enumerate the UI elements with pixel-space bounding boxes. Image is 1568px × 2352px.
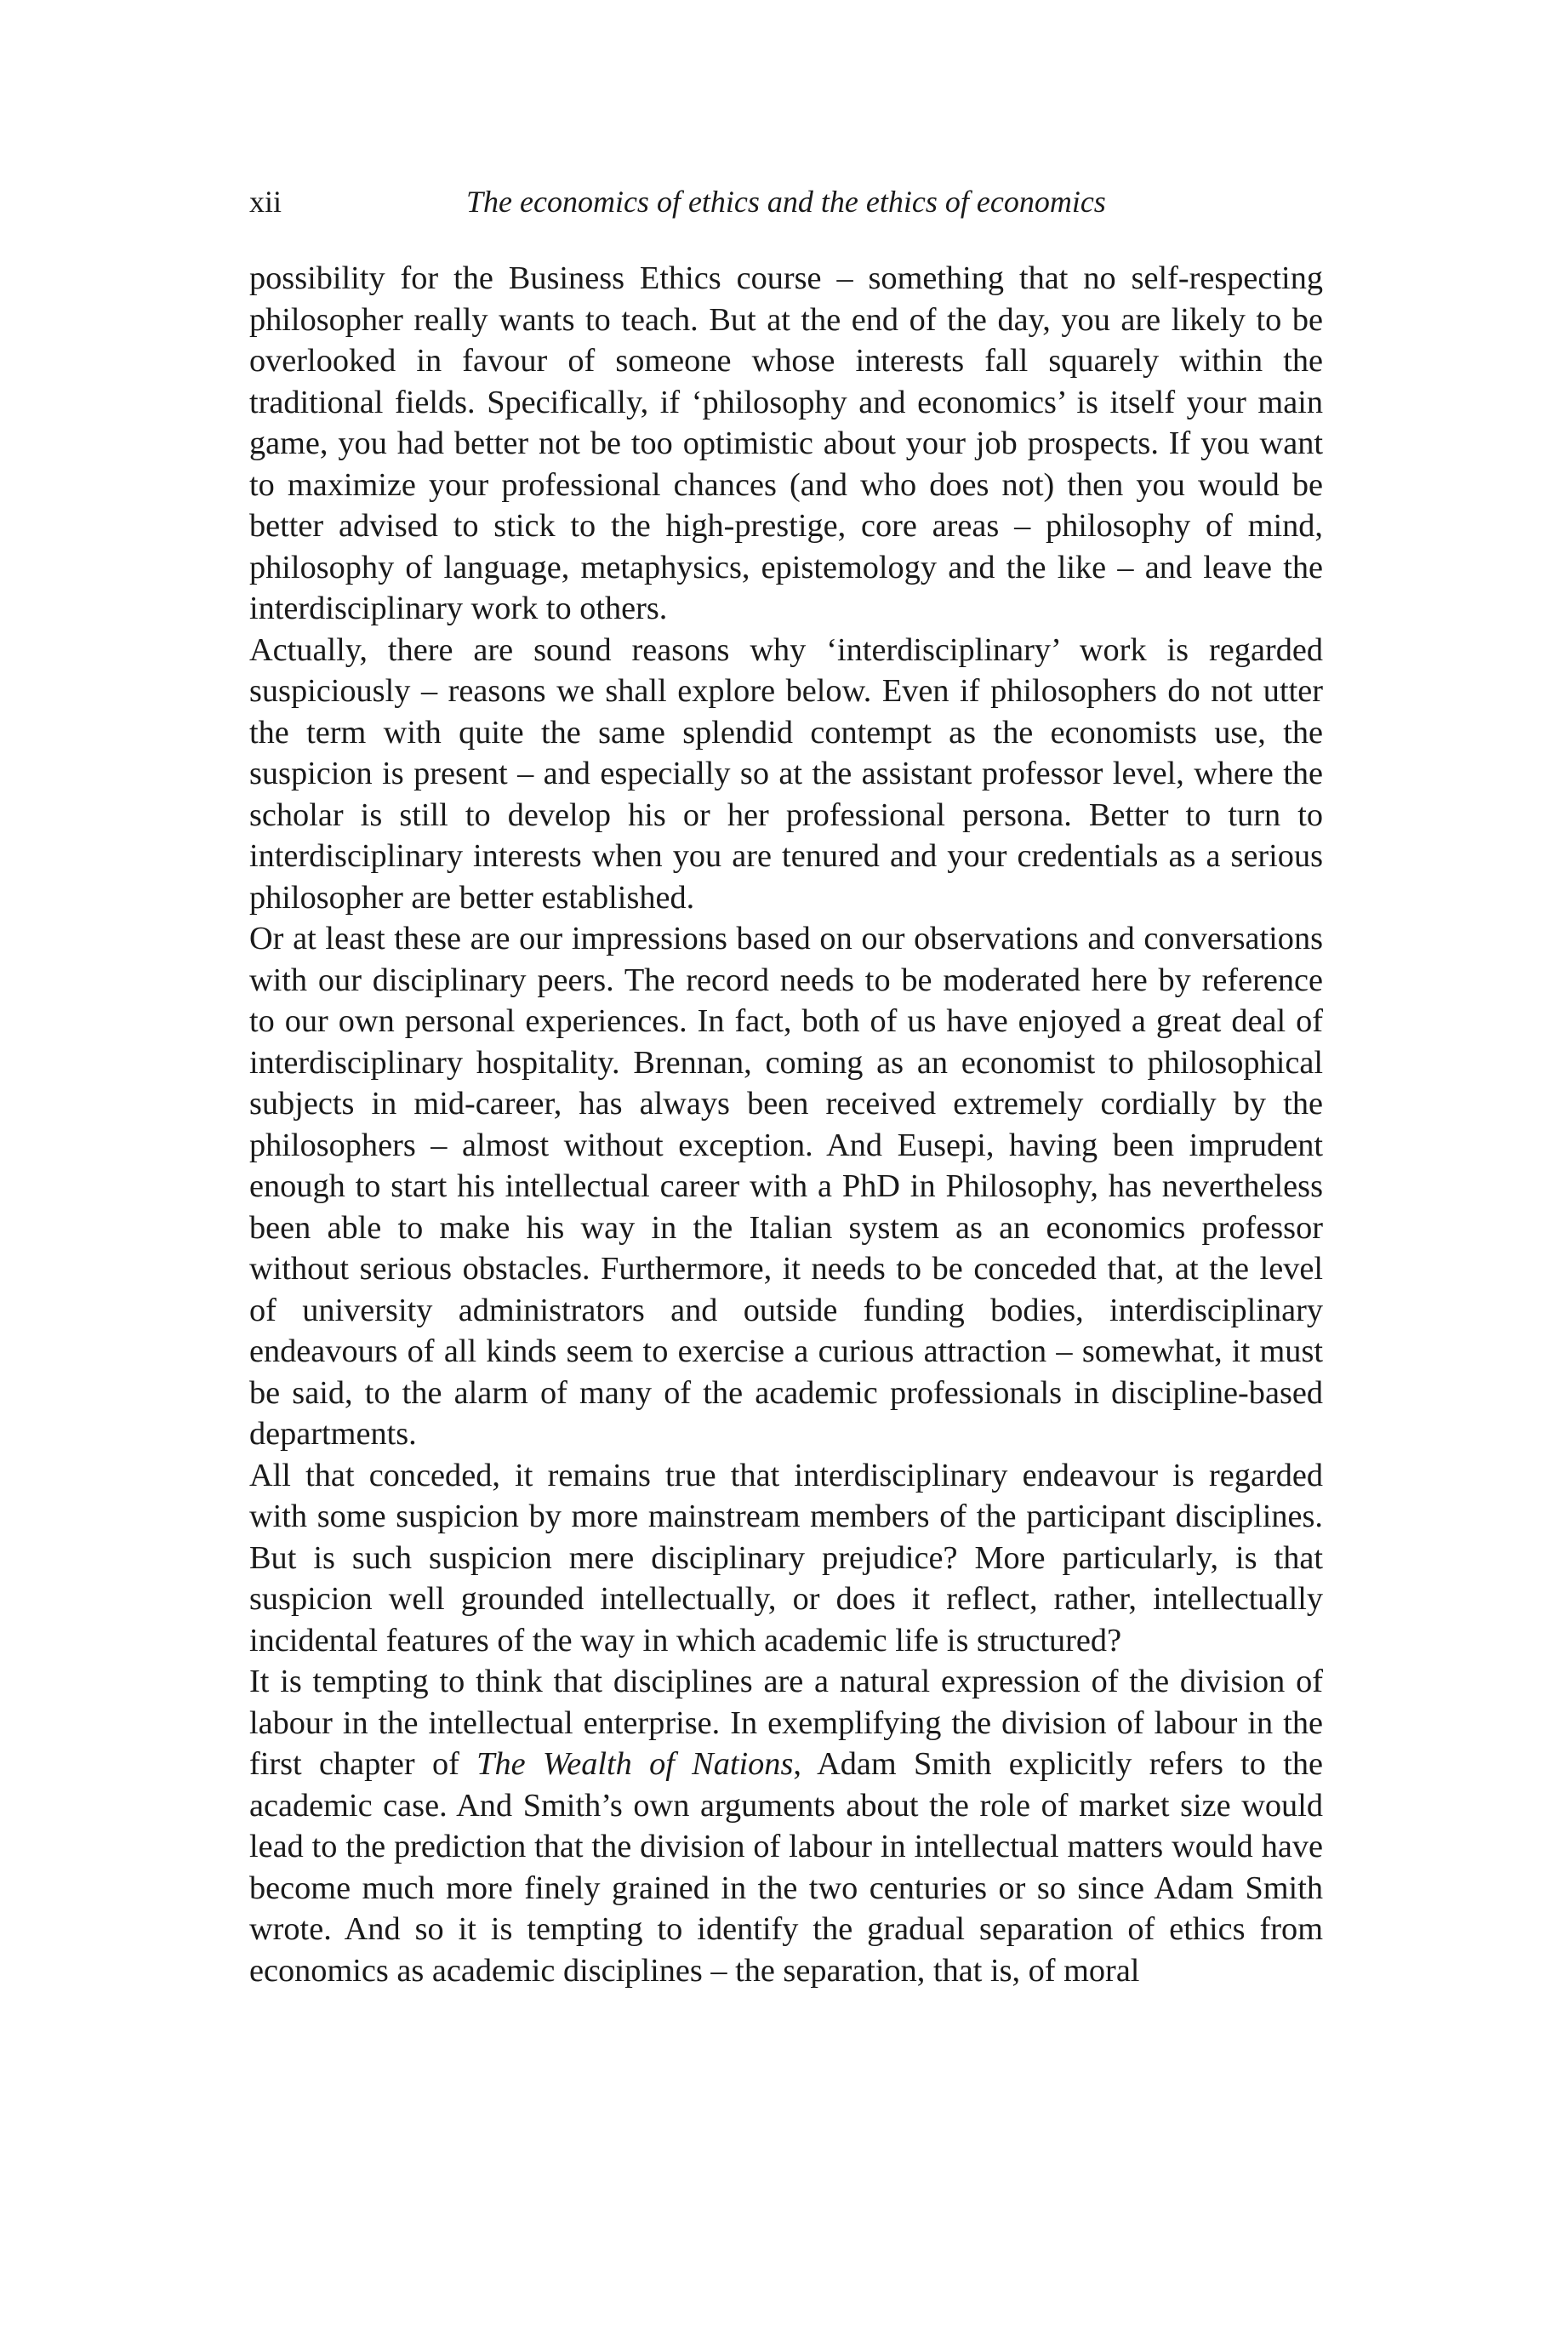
paragraph-3: Or at least these are our impressions based on our observations and conversations with our disciplinary peers. The record needs to be moderated here by reference to our own personal experiences. In fact, both of us have enjoyed a great deal of interdisciplinary hospitality. Brennan, coming as an economist to philosophical subjects in mid-career, has always been received extremely cordially by the philosophers – almost without exception. And Eusepi, having been imprudent enough to start his intellectual career with a PhD in Philosophy, has nevertheless been able to make his way in the Italian system as an economics professor without serious obstacles. Furthermore, it needs to be conceded that, at the level of university administrators and outside funding bodies, interdisciplinary endeavours of all kinds seem to exercise a curious attraction – somewhat, it must be said, to the alarm of many of the academic professionals in discipline-based departments. xyxy=(249,921,1323,1452)
running-title: The economics of ethics and the ethics of economics xyxy=(466,185,1106,219)
paragraph-5-text-before: It is tempting to think that disciplines are a natural expression of the division of labour in the intellectual enterprise. In exemplifying the division of labour in the first chapter of xyxy=(249,1664,1323,1782)
paragraph-4: All that conceded, it remains true that interdisciplinary endeavour is regarded with some suspicion by more mainstream members of the participant disciplines. But is such suspicion mere disciplinary prejudice? More particularly, is that suspicion well grounded intellectually, or does it reflect, rather, intellectually incidental features of the way in which academic life is structured? xyxy=(249,1457,1323,1658)
body-text xyxy=(249,258,1323,1991)
paragraph-5 xyxy=(249,1661,1323,1991)
paragraph-1: possibility for the Business Ethics course – something that no self-respecting philosopher really wants to teach. But at the end of the day, you are likely to be overlooked in favour of someone whose interests fall squarely within the traditional fields. Specifically, if ‘philosophy and economics’ is itself your main game, you had better not be too optimistic about your job prospects. If you want to maximize your professional chances (and who does not) then you would be better advised to stick to the high-prestige, core areas – philosophy of mind, philosophy of language, metaphysics, epistemology and the like – and leave the interdisciplinary work to others. xyxy=(249,260,1323,626)
paragraph-2: Actually, there are sound reasons why ‘interdisciplinary’ work is regarded suspiciously – reasons we shall explore below. Even if philosophers do not utter the term with quite the same splendid contempt as the economists use, the suspicion is present – and especially so at the assistant professor level, where the scholar is still to develop his or her professional persona. Better to turn to interdisciplinary interests when you are tenured and your credentials as a serious philosopher are better established. xyxy=(249,631,1323,916)
running-head xyxy=(249,180,1323,223)
book-title-italic: The Wealth of Nations xyxy=(476,1746,794,1782)
paragraph-5-text-after: , Adam Smith explicitly refers to the academic case. And Smith’s own arguments about the role of market size would lead to the prediction that the division of labour in intellectual matters would have become much more finely grained in the two centuries or so since Adam Smith wrote. And so it is tempting to identify the gradual separation of ethics from economics as academic disciplines – the separation, that is, of moral xyxy=(249,1746,1324,1989)
page-number: xii xyxy=(249,185,282,219)
